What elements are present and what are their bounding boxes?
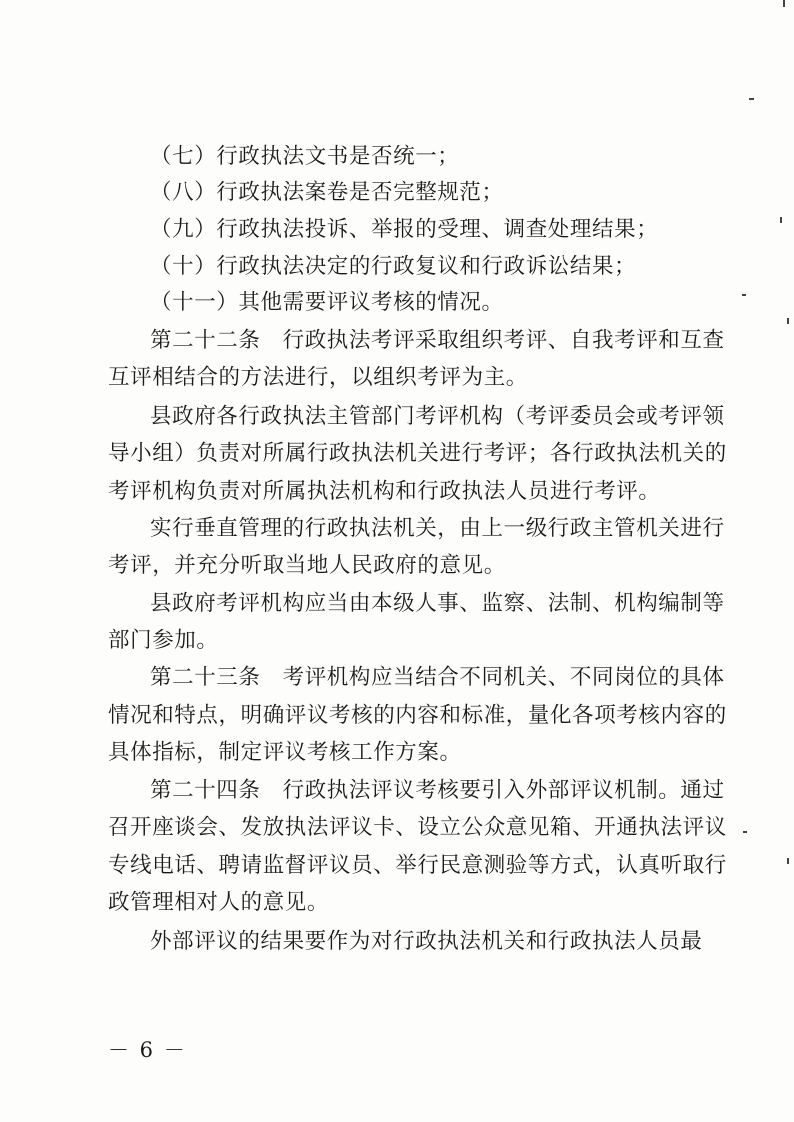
scan-mark bbox=[742, 294, 746, 296]
paragraph-line: 实行垂直管理的行政执法机关，由上一级行政主管机关进行 bbox=[150, 516, 725, 541]
article-24-line-1: 第二十四条 行政执法评议考核要引入外部评议机制。通过 bbox=[150, 778, 725, 803]
article-24-line-2: 召开座谈会、发放执法评议卡、设立公众意见箱、开通执法评议 bbox=[108, 815, 727, 840]
page-number: － 6 － bbox=[108, 1038, 187, 1062]
article-23-line-1: 第二十三条 考评机构应当结合不同机关、不同岗位的具体 bbox=[150, 665, 725, 690]
paragraph-line: 县政府各行政执法主管部门考评机构（考评委员会或考评领 bbox=[150, 404, 725, 429]
scan-mark bbox=[749, 98, 754, 100]
paragraph-line: 外部评议的结果要作为对行政执法机关和行政执法人员最 bbox=[150, 929, 703, 954]
list-item-11: （十一）其他需要评议考核的情况。 bbox=[150, 290, 504, 315]
scan-mark bbox=[743, 831, 747, 833]
scan-mark bbox=[780, 217, 782, 223]
article-23-line-3: 具体指标，制定评议考核工作方案。 bbox=[108, 740, 462, 765]
paragraph-line: 考评，并充分听取当地人民政府的意见。 bbox=[108, 553, 506, 578]
article-24-line-3: 专线电话、聘请监督评议员、举行民意测验等方式，认真听取行 bbox=[108, 853, 727, 878]
article-22-line-1: 第二十二条 行政执法考评采取组织考评、自我考评和互查 bbox=[150, 328, 725, 353]
paragraph-line: 部门参加。 bbox=[108, 628, 219, 653]
article-23-line-2: 情况和特点，明确评议考核的内容和标准，量化各项考核内容的 bbox=[108, 703, 727, 728]
article-24-line-4: 政管理相对人的意见。 bbox=[108, 890, 330, 915]
list-item-9: （九）行政执法投诉、举报的受理、调查处理结果； bbox=[150, 217, 659, 242]
list-item-10: （十）行政执法决定的行政复议和行政诉讼结果； bbox=[150, 254, 637, 279]
paragraph-line: 导小组）负责对所属行政执法机关进行考评；各行政执法机关的 bbox=[108, 441, 727, 466]
list-item-8: （八）行政执法案卷是否完整规范； bbox=[150, 180, 504, 205]
paragraph-line: 县政府考评机构应当由本级人事、监察、法制、机构编制等 bbox=[150, 591, 725, 616]
paragraph-line: 考评机构负责对所属执法机构和行政执法人员进行考评。 bbox=[108, 479, 661, 504]
list-item-7: （七）行政执法文书是否统一； bbox=[150, 144, 460, 169]
scan-mark bbox=[787, 318, 789, 324]
scan-mark bbox=[787, 858, 789, 864]
scan-mark bbox=[783, 0, 785, 7]
article-22-line-2: 互评相结合的方法进行，以组织考评为主。 bbox=[108, 365, 528, 390]
